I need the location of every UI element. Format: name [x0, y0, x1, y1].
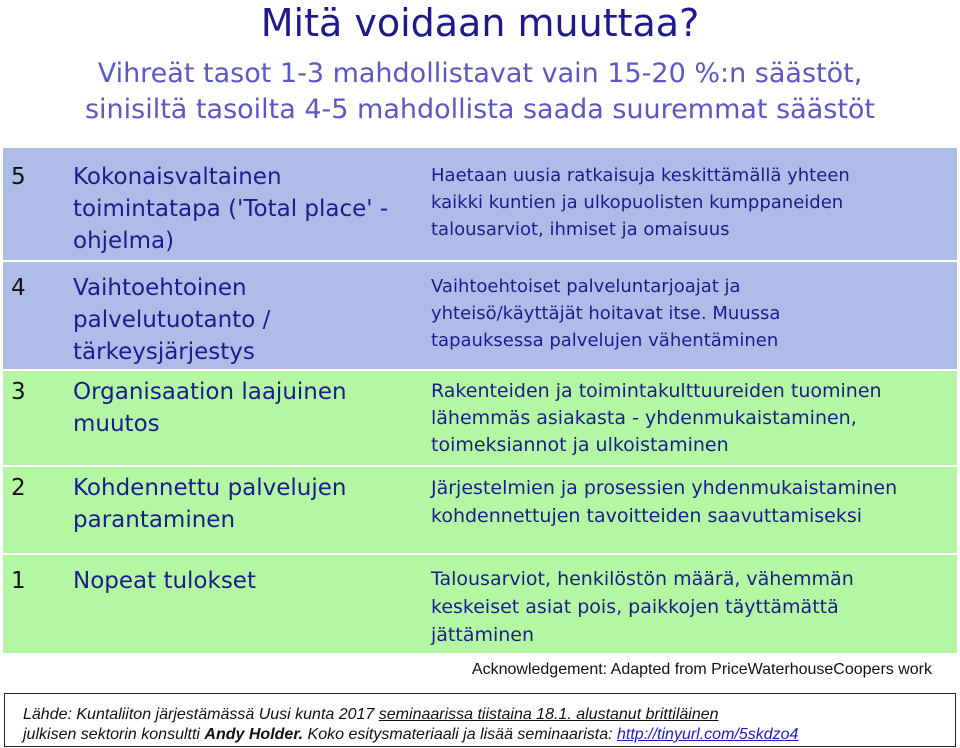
level-description: Järjestelmien ja prosessien yhdenmukaistaminen kohdennettujen tavoitteiden saavuttamiseksi [431, 477, 898, 527]
level-4-row [3, 262, 957, 369]
level-name: Kohdennettu palvelujen parantaminen [73, 475, 347, 533]
level-description: Vaihtoehtoiset palveluntarjoajat ja yhteisö/käyttäjät hoitavat itse. Muussa tapauksessa palvelujen vähentäminen [431, 276, 781, 351]
level-name: Kokonaisvaltainen toimintatapa ('Total place' - ohjelma) [73, 164, 389, 254]
level-number: 1 [11, 568, 26, 594]
level-5-row [3, 148, 957, 260]
level-name: Nopeat tulokset [73, 568, 256, 594]
level-name: Organisaation laajuinen muutos [73, 379, 347, 437]
level-number: 4 [11, 275, 26, 301]
source-line-1: Lähde: Kuntaliiton järjestämässä Uusi kunta 2017 seminaarissa tiistaina 18.1. alustanut brittiläinen [23, 706, 719, 723]
level-name: Vaihtoehtoinen palvelutuotanto / tärkeysjärjestys [73, 275, 271, 365]
source-line-2: julkisen sektorin konsultti Andy Holder. Koko esitysmateriaali ja lisää seminaarista: http://tinyurl.com/5skdzo4 [23, 726, 799, 743]
level-number: 3 [11, 379, 26, 405]
level-1-row [3, 555, 957, 653]
level-number: 5 [11, 164, 26, 190]
subtitle-line-1: Vihreät tasot 1-3 mahdollistavat vain 15-20 %:n säästöt, [97, 58, 863, 89]
level-number: 2 [11, 475, 26, 501]
source-box [4, 693, 956, 747]
level-description: Talousarviot, henkilöstön määrä, vähemmän keskeiset asiat pois, paikkojen täyttämättä jättäminen [431, 568, 854, 646]
author-name: Andy Holder. [204, 726, 304, 743]
seminar-link[interactable]: http://tinyurl.com/5skdzo4 [617, 726, 799, 743]
level-3-row [3, 371, 957, 465]
level-2-row [3, 467, 957, 553]
page-title: Mitä voidaan muuttaa? [260, 1, 700, 45]
subtitle-line-2: sinisiltä tasoilta 4-5 mahdollista saada suuremmat säästöt [84, 94, 876, 125]
level-description: Haetaan uusia ratkaisuja keskittämällä yhteen kaikki kuntien ja ulkopuolisten kumppaneiden talousarviot, ihmiset ja omaisuus [431, 165, 850, 240]
level-description: Rakenteiden ja toimintakulttuureiden tuominen lähemmäs asiakasta - yhdenmukaistaminen, toimeksiannot ja ulkoistaminen [431, 380, 882, 456]
acknowledgement: Acknowledgement: Adapted from PriceWaterhouseCoopers work [471, 661, 932, 678]
